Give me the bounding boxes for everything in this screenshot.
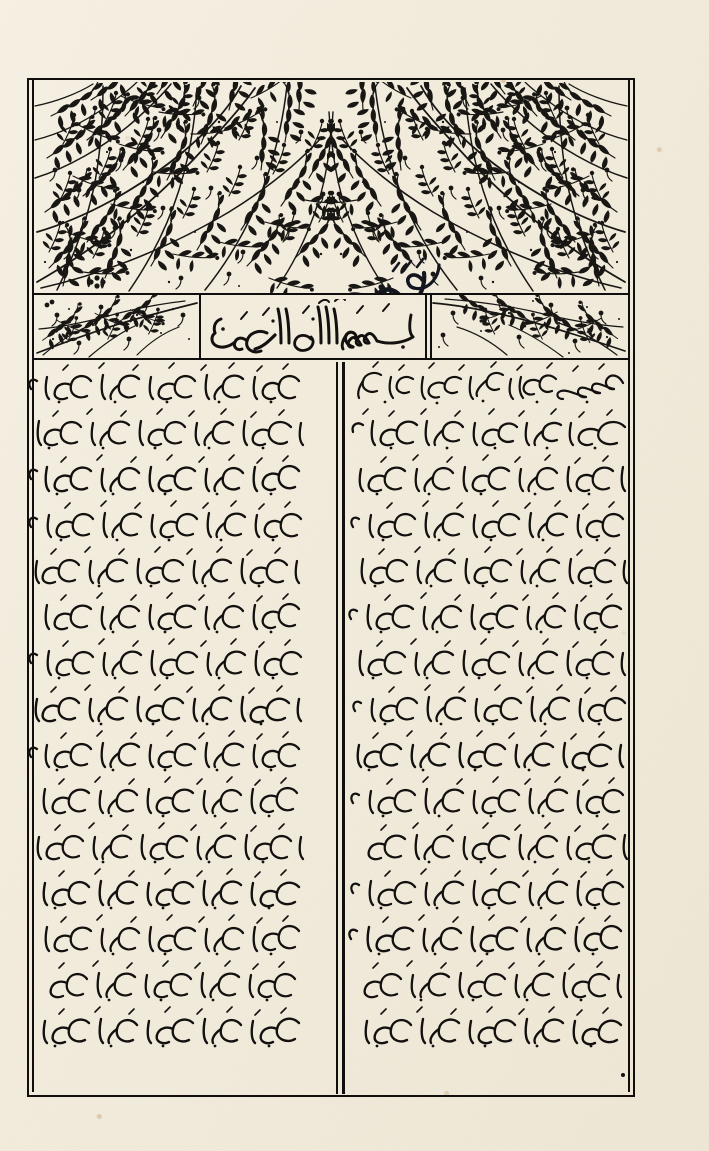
verse-line [351, 868, 629, 914]
verse-line [33, 362, 305, 408]
verse-line [33, 408, 305, 454]
verse-line [33, 500, 305, 546]
verse-line [33, 730, 305, 776]
verse-line [33, 822, 305, 868]
verse-line [351, 822, 629, 868]
verse-line [33, 776, 305, 822]
verse-line [33, 454, 305, 500]
basmala-band [33, 293, 629, 360]
verse-line [33, 684, 305, 730]
verse-line [33, 1006, 305, 1052]
verse-line [351, 408, 629, 454]
verse-line [33, 914, 305, 960]
verse-line [351, 776, 629, 822]
basmala-cell [201, 295, 427, 358]
verse-line-catchword [351, 1056, 629, 1086]
verse-line [351, 546, 629, 592]
verse-line [33, 546, 305, 592]
verse-line [351, 454, 629, 500]
band-ornament-right [427, 295, 629, 358]
verse-line [351, 1006, 629, 1052]
verse-line [351, 914, 629, 960]
text-column-left [33, 362, 305, 1094]
column-divider-line-outer [342, 362, 345, 1094]
text-column-right [351, 362, 629, 1094]
verse-line [351, 730, 629, 776]
verse-line [33, 638, 305, 684]
verse-line [351, 592, 629, 638]
band-ornament-left [33, 295, 201, 358]
verse-line [351, 684, 629, 730]
verse-line-catchword [33, 1056, 305, 1086]
column-divider-line-inner [336, 362, 338, 1094]
book-title-calligraphy [273, 257, 463, 293]
verse-line [33, 592, 305, 638]
title-ornament-panel [33, 82, 629, 293]
verse-line [351, 638, 629, 684]
verse-line [33, 960, 305, 1006]
verse-line [33, 868, 305, 914]
verse-line [351, 362, 629, 408]
basmala-calligraphy [201, 295, 425, 358]
verse-line [351, 500, 629, 546]
two-column-text-block [33, 362, 629, 1094]
verse-line [351, 960, 629, 1006]
